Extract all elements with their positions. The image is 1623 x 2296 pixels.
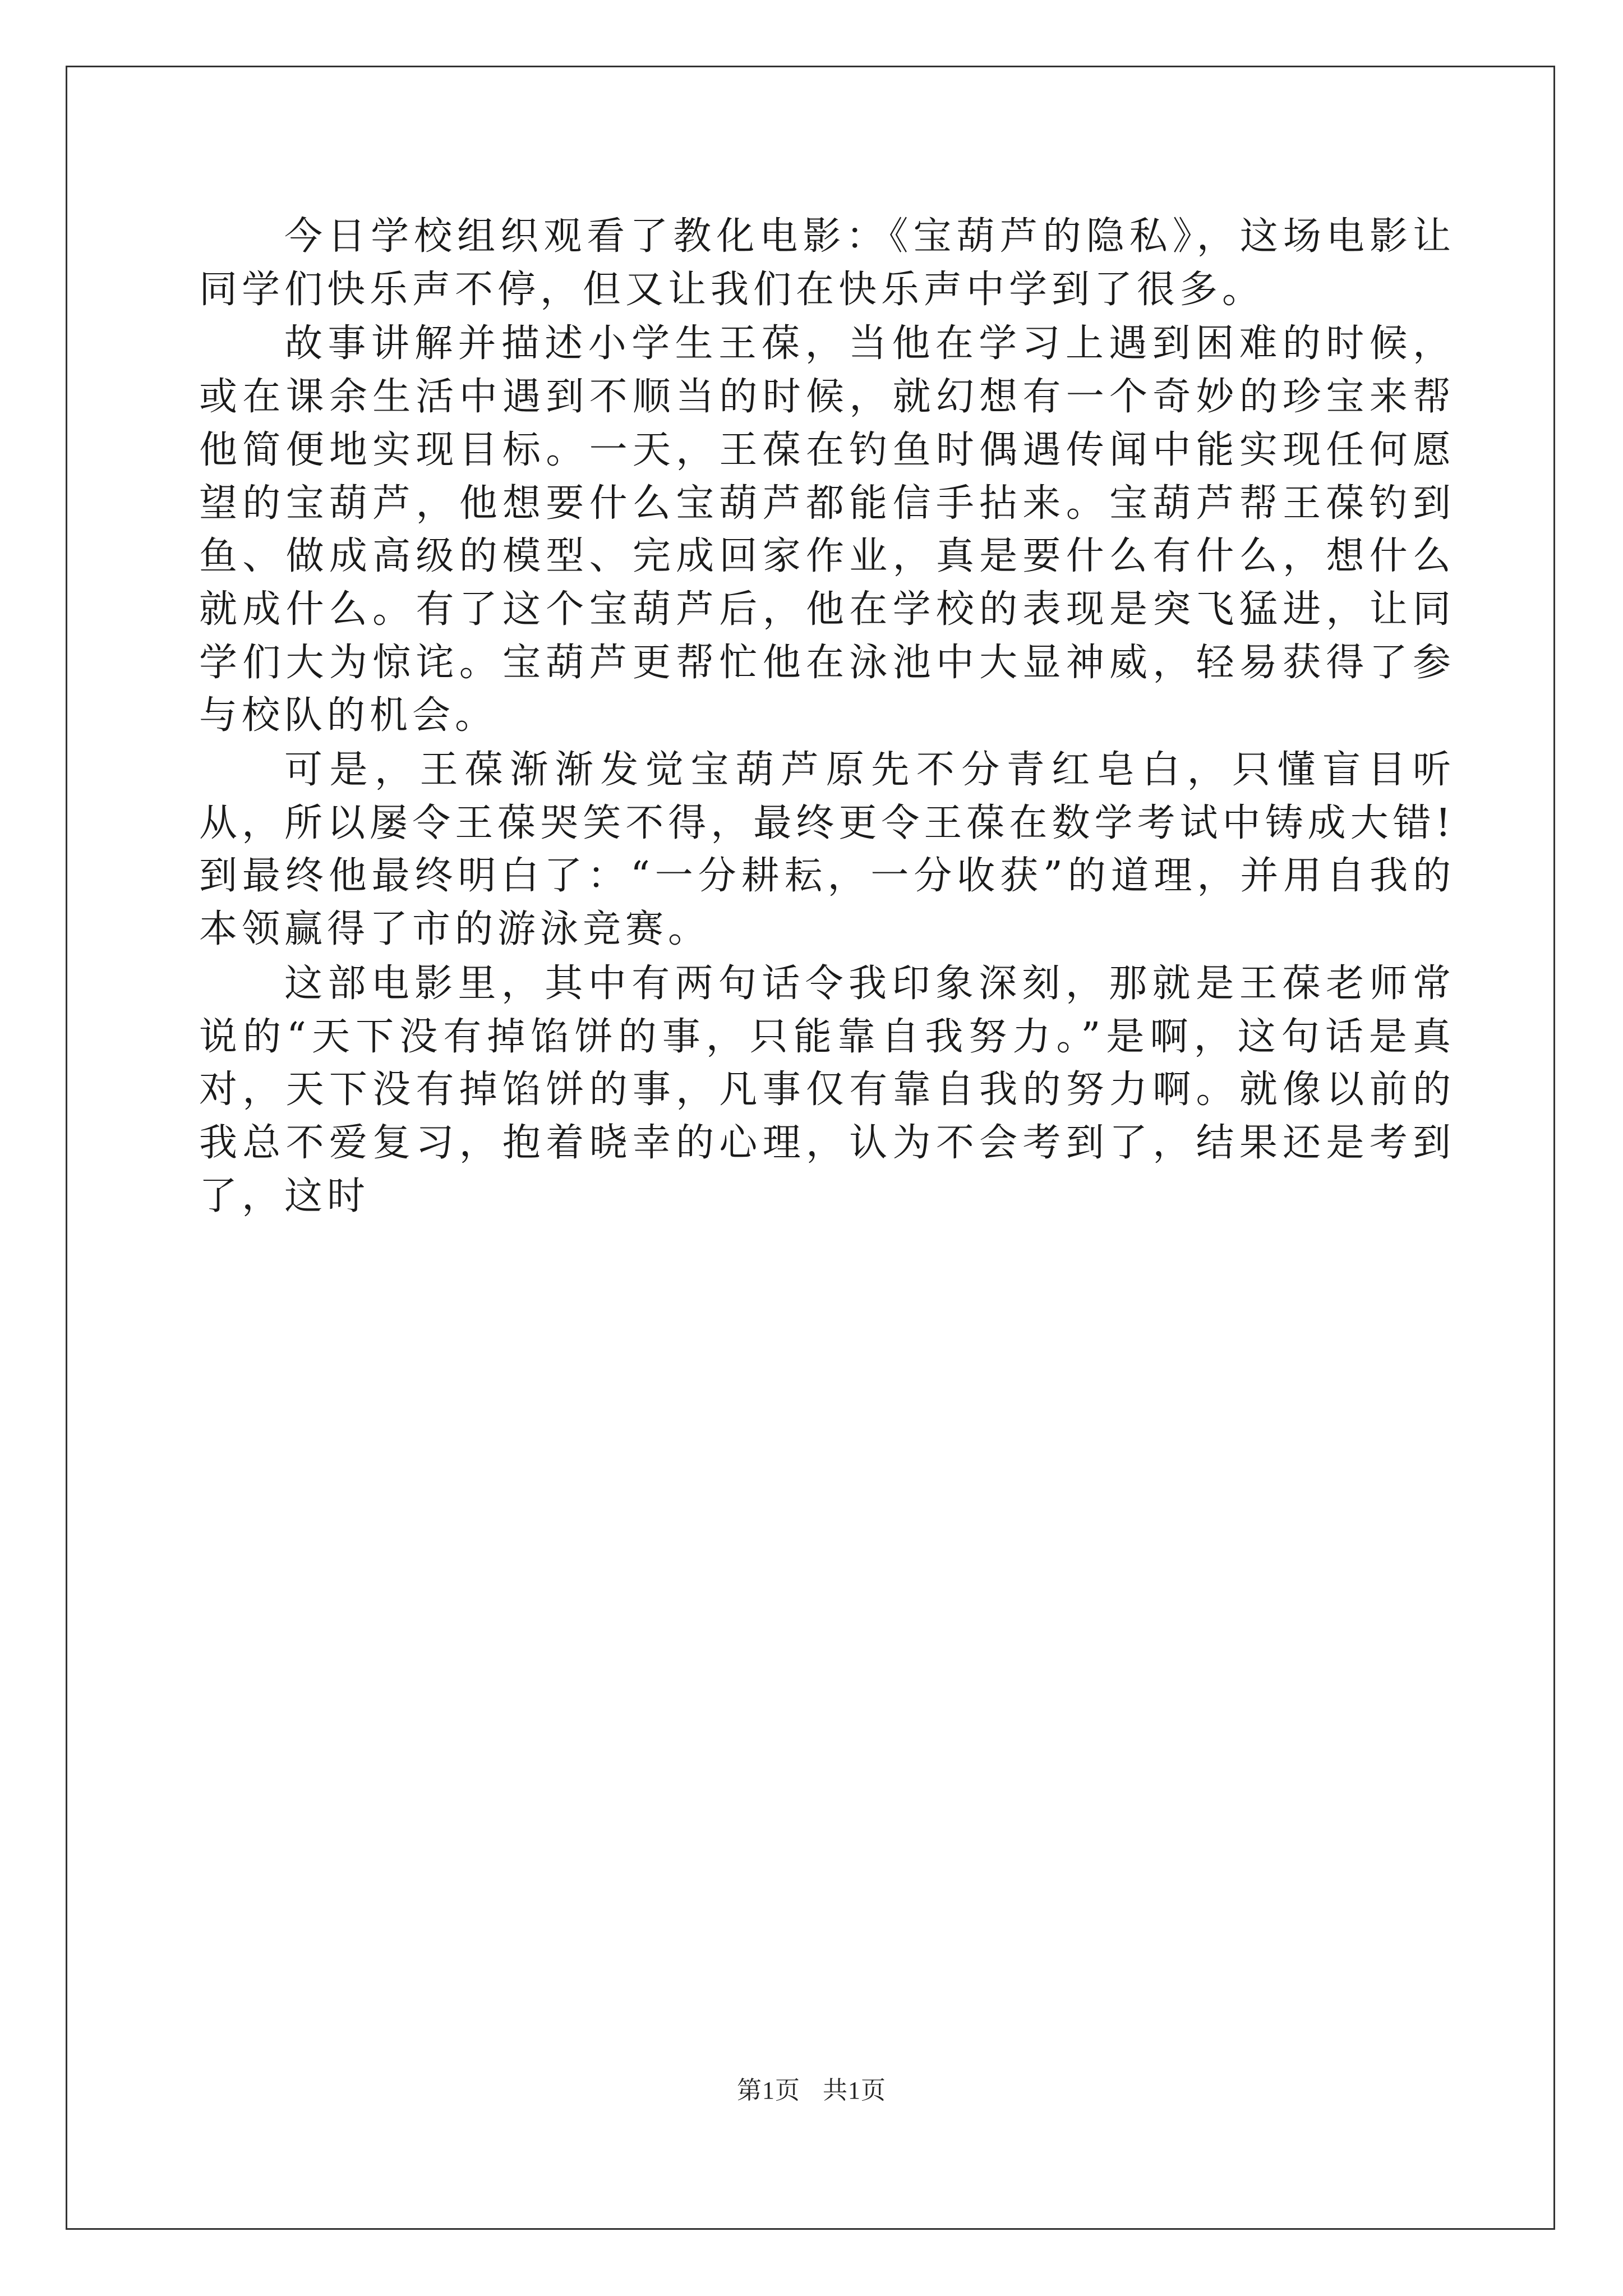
paragraph: 今日学校组织观看了教化电影：《宝葫芦的隐私》，这场电影让同学们快乐声不停，但又让我们在快乐声中学到了很多。 [199, 214, 1455, 312]
page-number-total: 共1页 [823, 2077, 886, 2104]
page-footer [0, 2070, 1623, 2106]
document-body [199, 210, 1455, 1224]
page-number-current: 第1页 [737, 2077, 800, 2104]
paragraph: 故事讲解并描述小学生王葆，当他在学习上遇到困难的时候，或在课余生活中遇到不顺当的时候，就幻想有一个奇妙的珍宝来帮他简便地实现目标。一天，王葆在钓鱼时偶遇传闻中能实现任何愿望的宝葫芦，他想要什么宝葫芦都能信手拈来。宝葫芦帮王葆钓到鱼、做成高级的模型、完成回家作业，真是要什么有什么，想什么就成什么。有了这个宝葫芦后，他在学校的表现是突飞猛进，让同学们大为惊诧。宝葫芦更帮忙他在泳池中大显神威，轻易获得了参与校队的机会。 [199, 321, 1455, 738]
paragraph: 可是，王葆渐渐发觉宝葫芦原先不分青红皂白，只懂盲目听从，所以屡令王葆哭笑不得，最终更令王葆在数学考试中铸成大错!到最终他最终明白了：“一分耕耘，一分收获”的道理，并用自我的本领赢得了市的游泳竞赛。 [199, 748, 1455, 952]
paragraph: 这部电影里，其中有两句话令我印象深刻，那就是王葆老师常说的“天下没有掉馅饼的事，只能靠自我努力。”是啊，这句话是真对，天下没有掉馅饼的事，凡事仅有靠自我的努力啊。就像以前的我总不爱复习，抱着晓幸的心理，认为不会考到了，结果还是考到了，这时 [199, 961, 1455, 1218]
